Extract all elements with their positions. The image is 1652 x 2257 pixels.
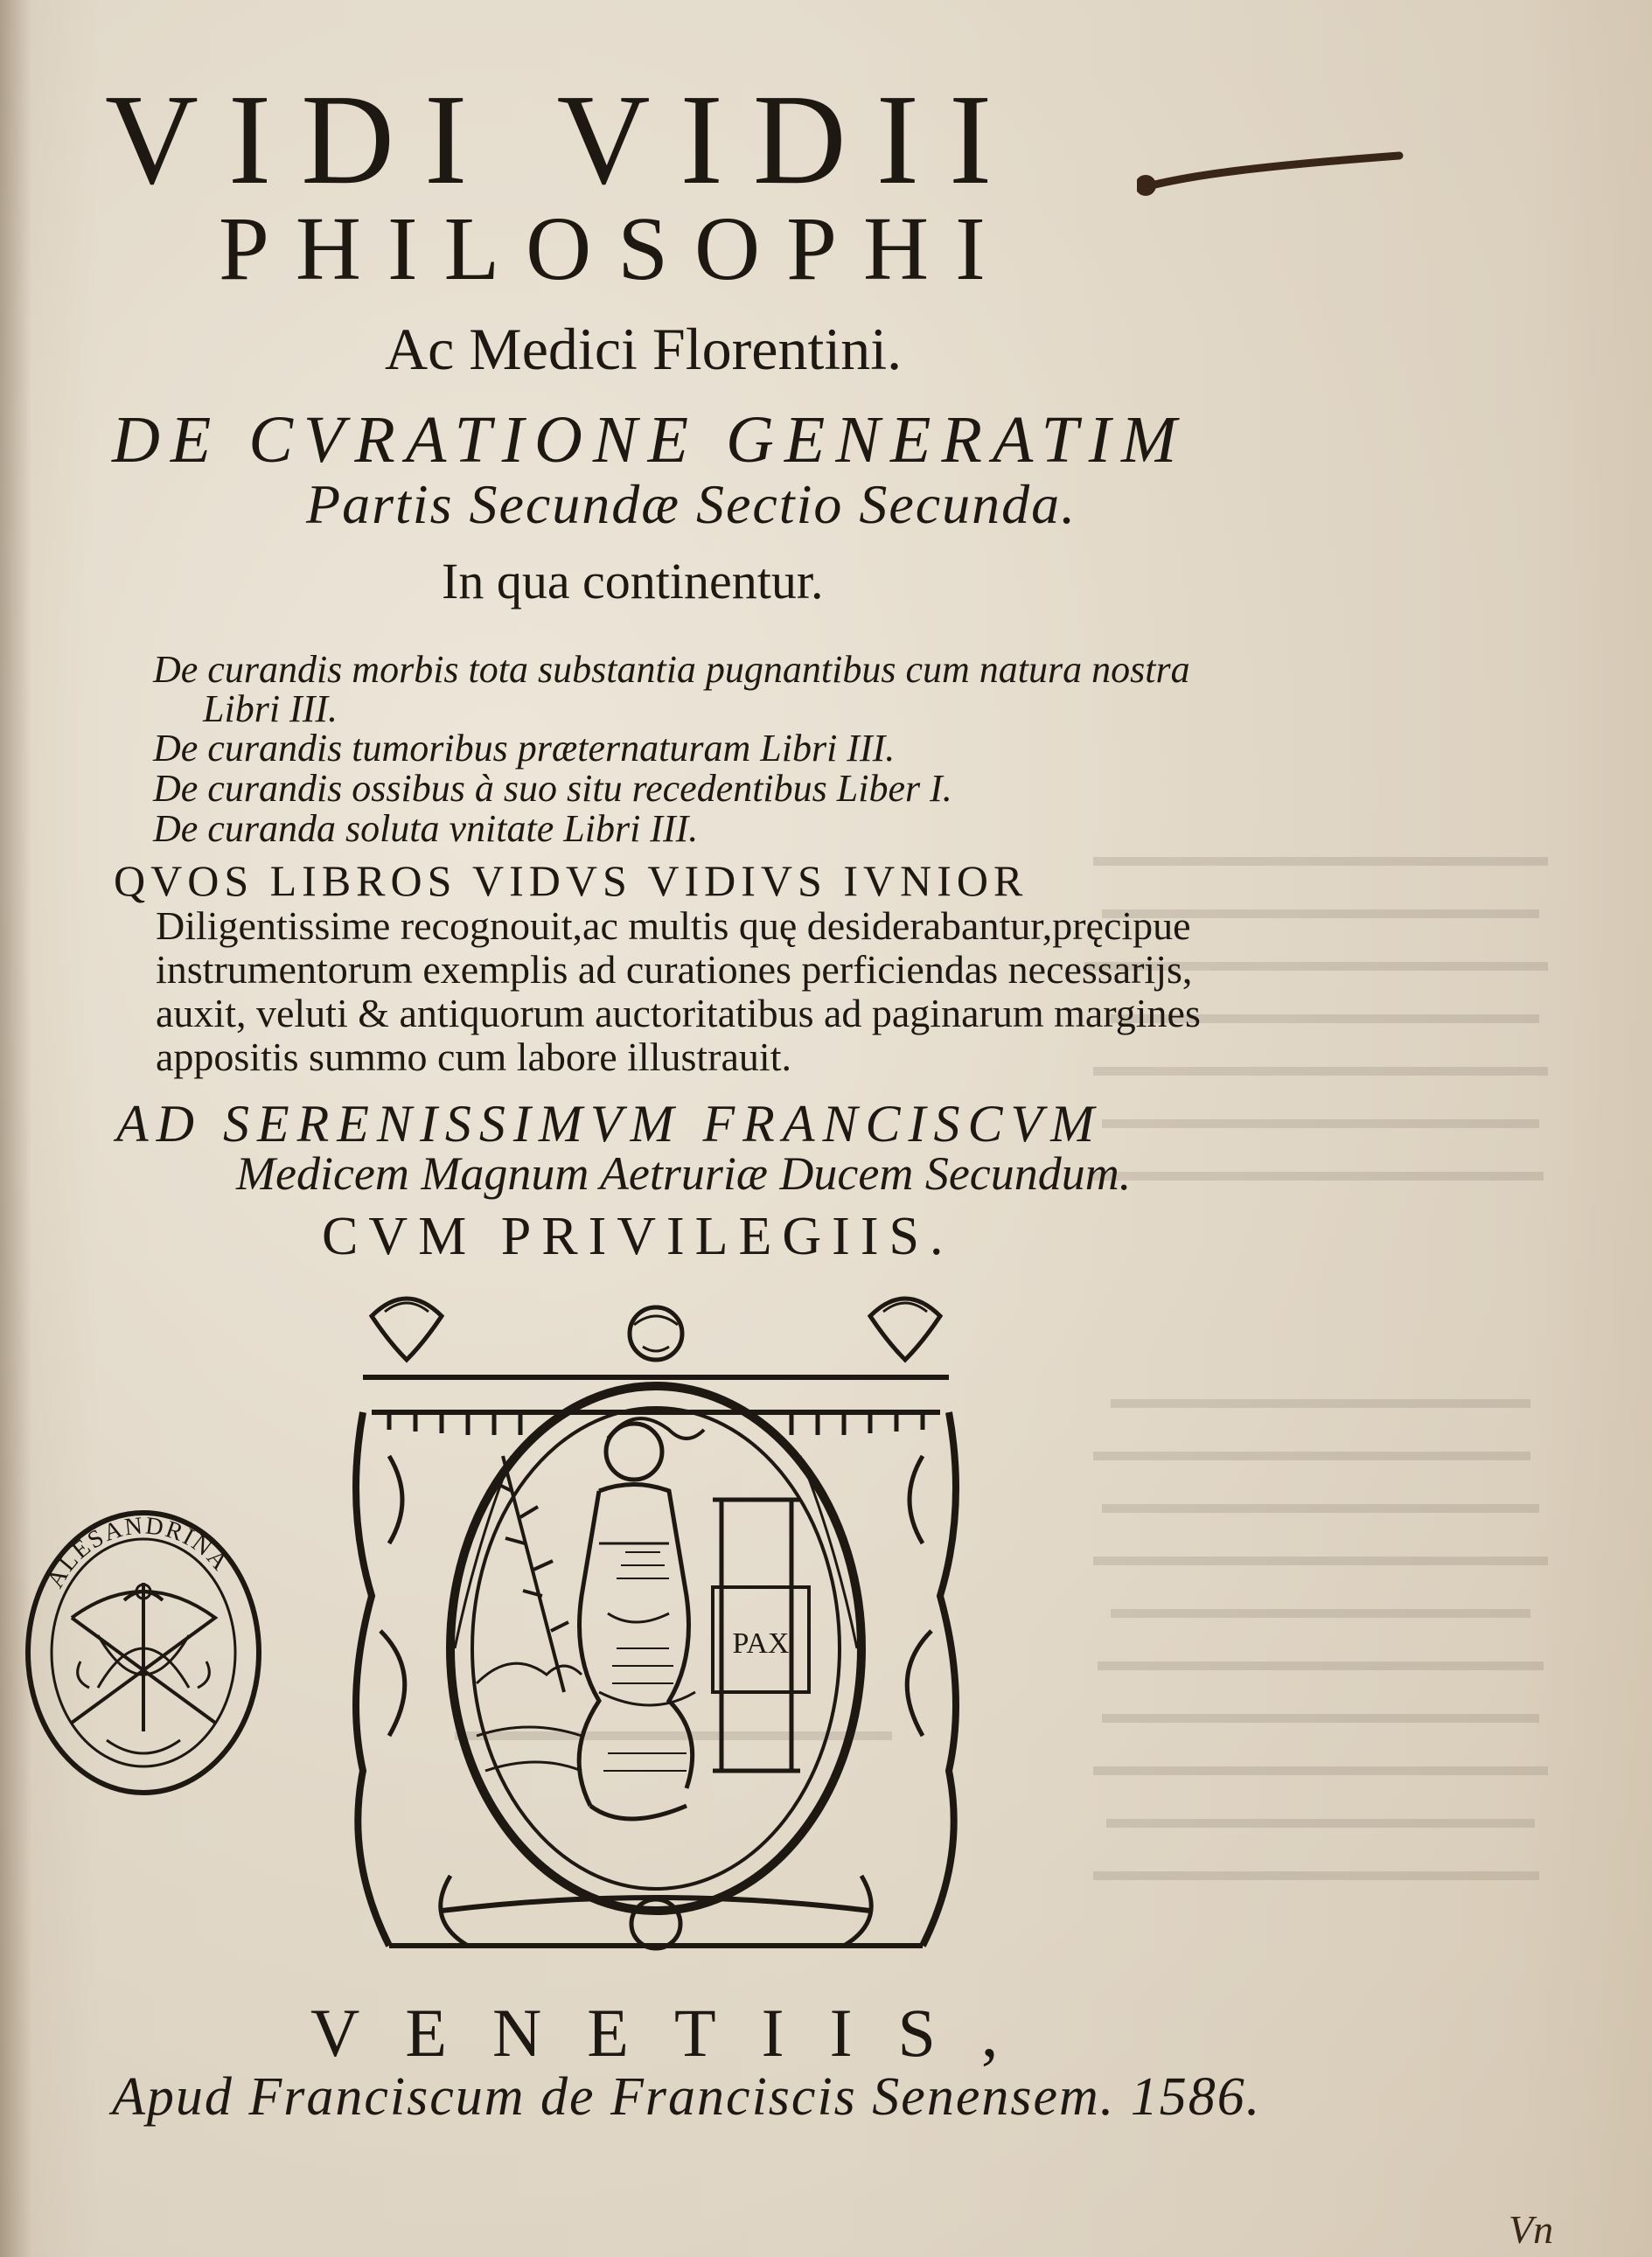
woodcut-motto: PAX [732,1627,790,1660]
library-stamp-icon [19,1504,268,1801]
imprint-publisher: Apud Franciscum de Franciscis Senensem. 1586. [112,2067,1262,2127]
contents-item: De curanda soluta vnitate Libri III. [153,807,699,850]
dedication-line: AD SERENISSIMVM FRANCISCVM [116,1095,1103,1153]
printers-device-woodcut [337,1281,975,1981]
manuscript-note [1504,2208,1600,2252]
author-name-heading: VIDI VIDII [105,68,1022,212]
imprint-place: VENETIIS, [310,1995,1044,2071]
privilege-line: CVM PRIVILEGIIS. [322,1207,954,1266]
gutter-shadow [0,0,31,2257]
stamp-text: ALESANDRINA [41,1512,234,1593]
paragraph-line: auxit, veluti & antiquorum auctoritatibus ad paginarum margines [156,991,1201,1035]
contents-item: De curandis morbis tota substantia pugnantibus cum natura nostra [153,648,1190,691]
contents-item-continuation: Libri III. [203,687,338,730]
work-title: DE CVRATIONE GENERATIM [112,403,1188,477]
contents-heading: In qua continentur. [442,553,824,610]
author-title-heading: PHILOSOPHI [219,199,1012,299]
svg-text:ALESANDRINA [42,1512,234,1592]
paragraph-line: Diligentissime recognouit,ac multis quę desiderabantur,pręcipue [156,903,1191,948]
contents-item: De curandis ossibus à suo situ recedentibus Liber I. [153,767,952,810]
dedication-line: Medicem Magnum Aetruriæ Ducem Secundum. [236,1147,1132,1200]
paragraph-line: appositis summo cum labore illustrauit. [156,1034,791,1079]
paragraph-heading: QVOS LIBROS VIDVS VIDIVS IVNIOR [114,856,1028,905]
author-description: Ac Medici Florentini. [385,316,903,382]
paragraph-line: instrumentorum exemplis ad curationes perficiendas necessarijs, [156,947,1193,992]
work-subtitle: Partis Secundæ Sectio Secunda. [306,473,1077,535]
contents-item: De curandis tumoribus præternaturam Libri III. [153,727,896,770]
manuscript-note-text: Vn [1509,2208,1554,2252]
